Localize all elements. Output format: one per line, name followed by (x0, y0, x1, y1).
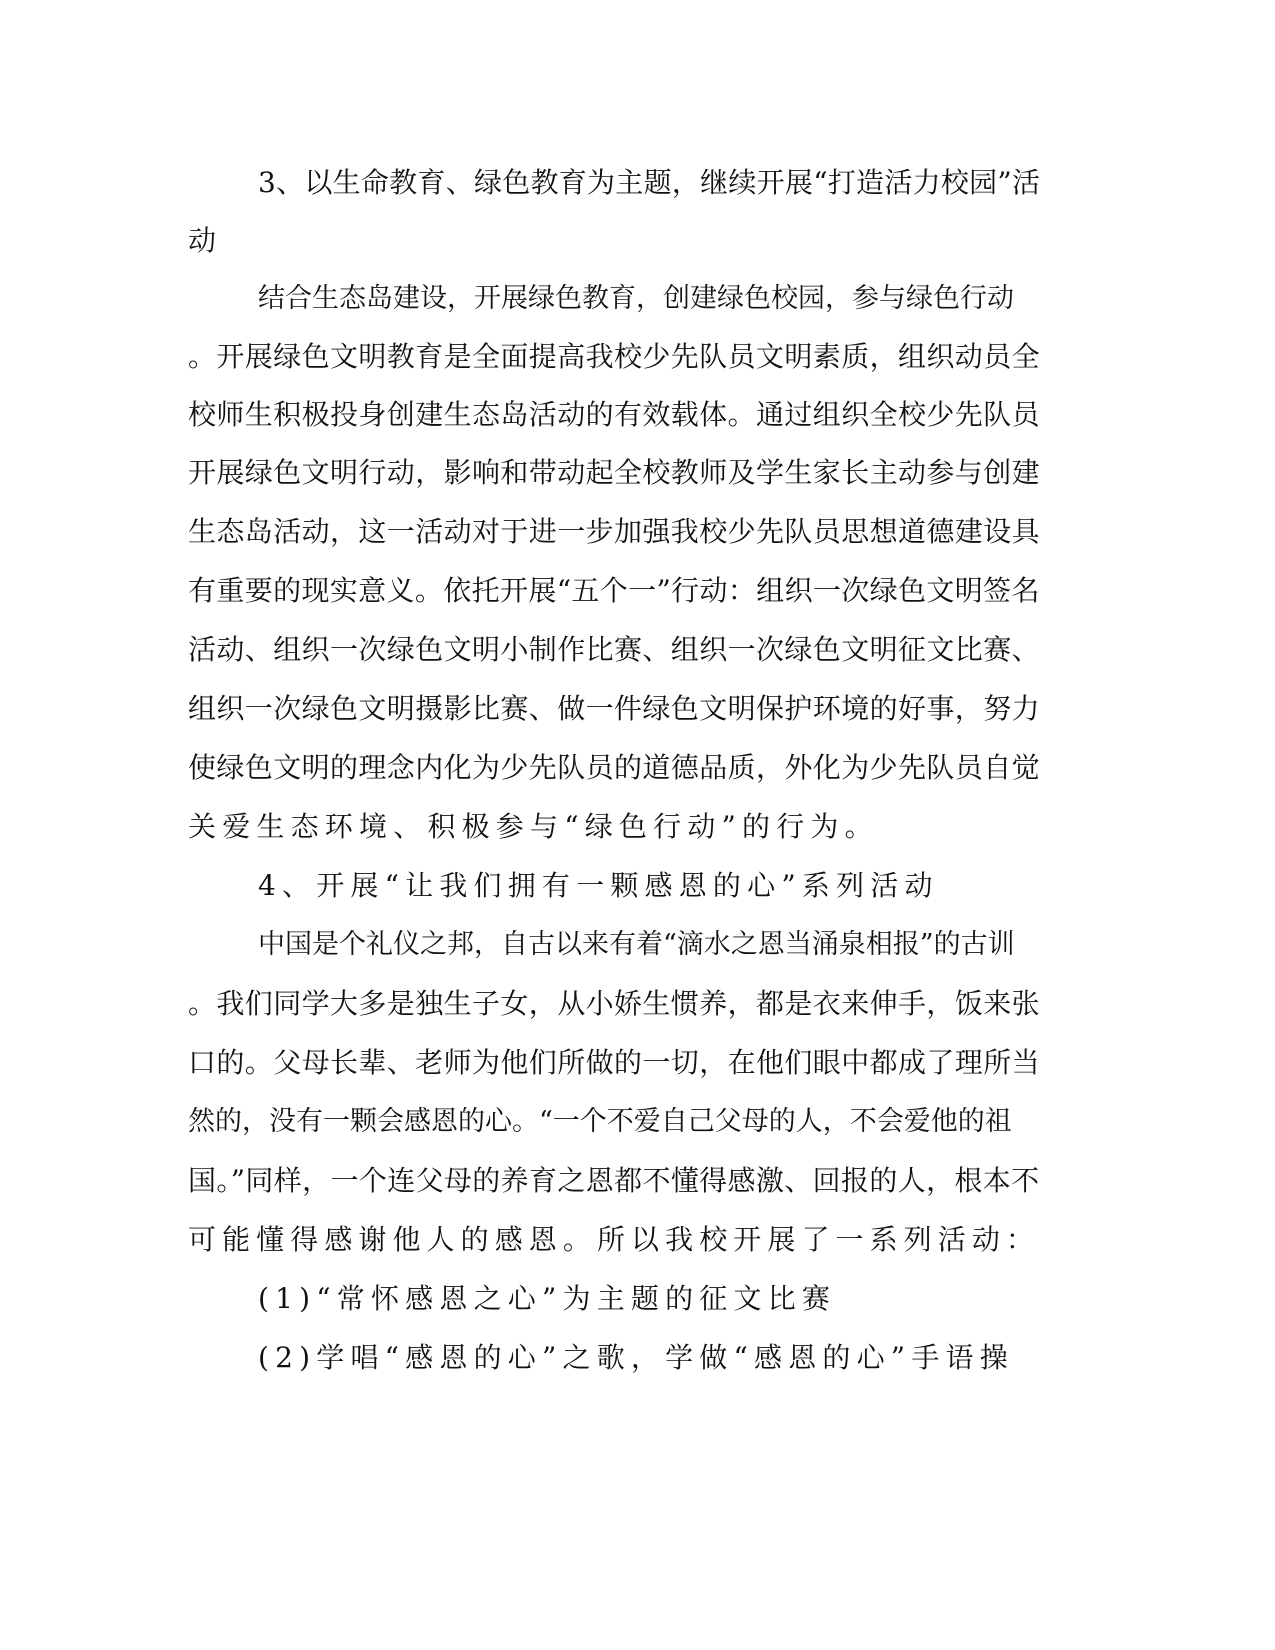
text-line: 关爱生态环境、积极参与“绿色行动”的行为。 (188, 810, 879, 843)
text-line: 国。”同样，一个连父母的养育之恩都不懂得感激、回报的人，根本不 (188, 1164, 1040, 1197)
list-item-1: (1)“常怀感恩之心”为主题的征文比赛 (258, 1282, 837, 1315)
text-line: 校师生积极投身创建生态岛活动的有效载体。通过组织全校少先队员 (188, 398, 1041, 431)
text-line: 口的。父母长辈、老师为他们所做的一切，在他们眼中都成了理所当 (188, 1046, 1041, 1079)
heading-section-3: 3、以生命教育、绿色教育为主题，继续开展“打造活力校园”活 (258, 166, 1041, 199)
text-line: 结合生态岛建设，开展绿色教育，创建绿色校园，参与绿色行动 (258, 283, 1014, 314)
text-line: 。我们同学大多是独生子女，从小娇生惯养，都是衣来伸手，饭来张 (188, 987, 1041, 1020)
text-line: 开展绿色文明行动，影响和带动起全校教师及学生家长主动参与创建 (188, 456, 1041, 489)
text-line: 活动、组织一次绿色文明小制作比赛、组织一次绿色文明征文比赛、 (188, 633, 1041, 666)
text-line: 使绿色文明的理念内化为少先队员的道德品质，外化为少先队员自觉 (188, 751, 1041, 784)
heading-section-4: 4、开展“让我们拥有一颗感恩的心”系列活动 (258, 869, 939, 902)
text-line: 然的，没有一颗会感恩的心。“一个不爱自己父母的人，不会爱他的祖 (188, 1106, 1012, 1137)
list-item-2: (2)学唱“感恩的心”之歌，学做“感恩的心”手语操 (258, 1341, 1014, 1374)
text-line: 可能懂得感谢他人的感恩。所以我校开展了一系列活动： (188, 1223, 1041, 1256)
text-line: 组织一次绿色文明摄影比赛、做一件绿色文明保护环境的好事，努力 (188, 692, 1041, 725)
text-line: 。开展绿色文明教育是全面提高我校少先队员文明素质，组织动员全 (188, 340, 1041, 373)
text-line: 动 (188, 224, 223, 257)
text-line: 生态岛活动，这一活动对于进一步加强我校少先队员思想道德建设具 (188, 515, 1041, 548)
text-line: 有重要的现实意义。依托开展“五个一”行动：组织一次绿色文明签名 (188, 574, 1040, 607)
text-line: 中国是个礼仪之邦，自古以来有着“滴水之恩当涌泉相报”的古训 (258, 929, 1015, 960)
